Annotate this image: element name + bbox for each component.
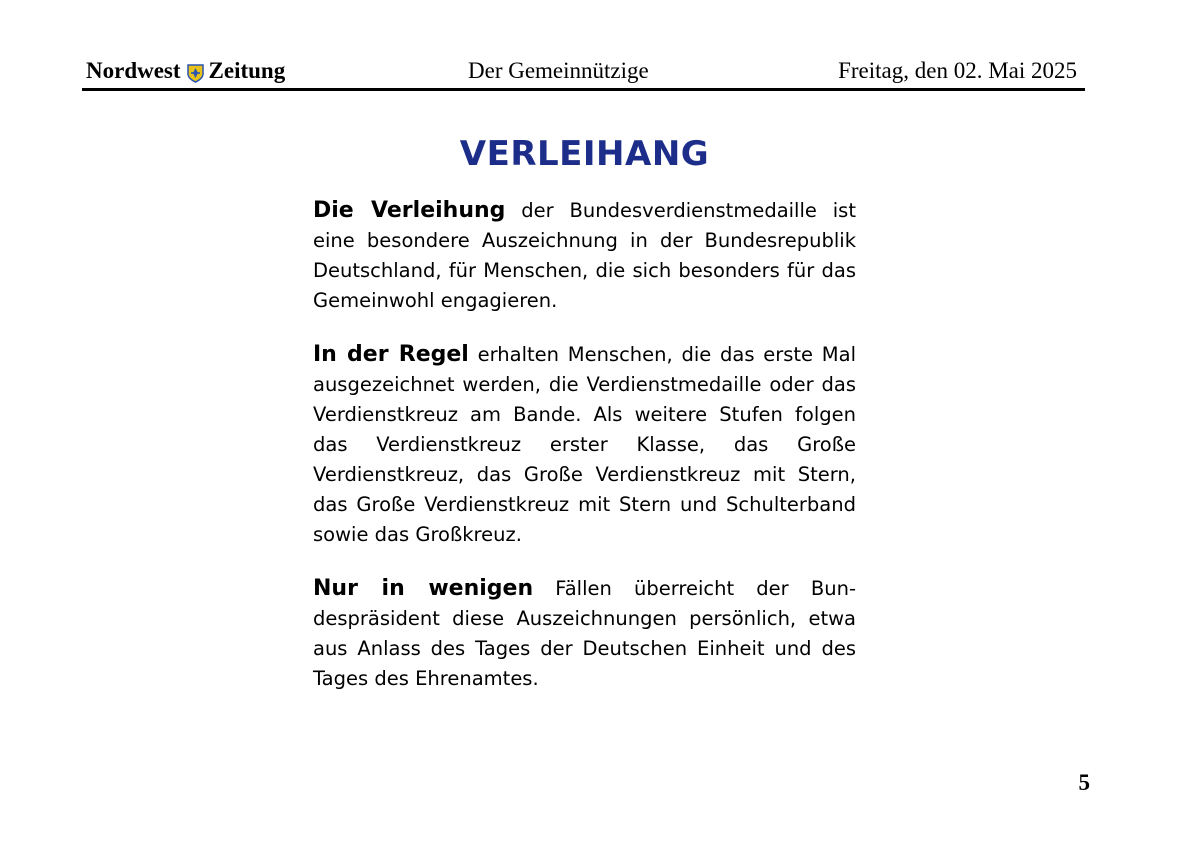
article-paragraph — [313, 196, 856, 316]
page-number: 5 — [1078, 770, 1090, 795]
issue-date: Freitag, den 02. Mai 2025 — [838, 58, 1077, 83]
paragraph-text: der Bundesverdienstmedaille ist eine besondere Auszeichnung in der Bundesrepublik Deutschland, für Menschen, die sich besonders für das Gemeinwohl engagieren. — [313, 199, 856, 312]
paragraph-lead: Die Verleihung — [313, 198, 506, 223]
page-header — [82, 57, 1085, 91]
newspaper-brand — [86, 58, 285, 84]
article-paragraph — [313, 340, 856, 550]
brand-name-part2: Zeitung — [208, 58, 286, 83]
paragraph-text: erhalten Menschen, die das erste Mal ausgezeichnet werden, die Verdienstmedaille oder das Verdienstkreuz am Bande. Als weitere Stufen folgen das Verdienstkreuz erster Klasse, das Große Verdienstkreuz, das Große Verdienstkreuz mit Stern, das Große Verdienstkreuz mit Stern und Schulterband sowie das Großkreuz. — [313, 343, 856, 546]
crest-icon — [187, 63, 204, 82]
article-paragraph — [313, 574, 856, 694]
paragraph-lead: In der Regel — [313, 342, 469, 367]
article-body — [313, 196, 856, 718]
section-title: Der Gemeinnützige — [468, 58, 649, 83]
brand-name-part1: Nordwest — [86, 58, 181, 83]
article-title: VERLEIHANG — [459, 134, 710, 174]
paragraph-text: Fällen überreicht der Bundespräsident diese Auszeichnungen persönlich, etwa aus Anlass des Tages der Deutschen Einheit und des Tages des Ehrenamtes. — [313, 577, 856, 690]
paragraph-lead: Nur in wenigen — [313, 576, 534, 601]
